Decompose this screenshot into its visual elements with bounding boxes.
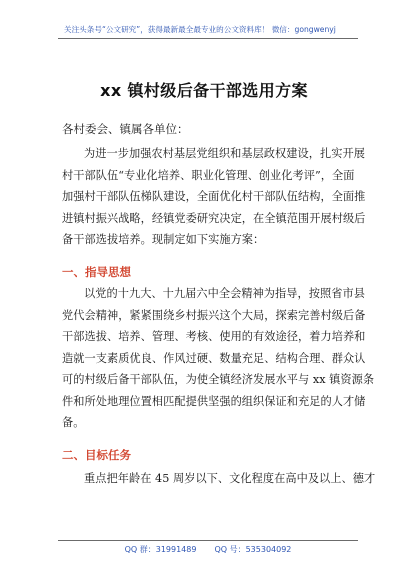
guiding-ideology-paragraph — [62, 283, 375, 434]
footer-qq-group: QQ 群：31991489 — [124, 545, 197, 554]
paragraph-line: 进镇村振兴战略，经镇党委研究决定，在全镇范围开展村级后 — [62, 211, 366, 225]
footer-contact — [58, 545, 358, 555]
paragraph-line: 为进一步加强农村基层党组织和基层政权建设，扎实开展 — [84, 147, 365, 160]
section-heading-guiding-ideology: 一、指导思想 — [62, 265, 131, 279]
paragraph-line: 备。 — [62, 416, 85, 429]
salutation: 各村委会、镇属各单位： — [62, 122, 189, 136]
paragraph-line: 干部选拔、培养、管理、考核、使用的有效途径，着力培养和 — [62, 330, 366, 343]
paragraph-line: 件和所处地理位置相匹配提供坚强的组织保证和充足的人才储 — [62, 394, 366, 408]
paragraph-line: 村干部队伍“专业化培养、职业化管理、创业化考评”，全面 — [62, 168, 355, 182]
paragraph-line: 重点把年龄在 45 周岁以下、文化程度在高中及以上、德才 — [84, 472, 376, 485]
intro-paragraph — [62, 143, 366, 251]
section-heading-goals-tasks: 二、目标任务 — [62, 448, 131, 462]
paragraph-line: 党代会精神，紧紧围绕乡村振兴这个大局，探索完善村级后备 — [62, 308, 366, 322]
paragraph-line: 可的村级后备干部队伍，为使全镇经济发展水平与 xx 镇资源条 — [62, 373, 375, 386]
paragraph-line: 造就一支素质优良、作风过硬、数量充足、结构合理、群众认 — [62, 351, 366, 365]
paragraph-line: 以党的十九大、十九届六中全会精神为指导，按照省市县 — [84, 287, 365, 300]
paragraph-line: 加强村干部队伍梯队建设，全面优化村干部队伍结构，全面推 — [62, 190, 366, 203]
header-promo-text: 关注头条号“公文研究”，获得最新最全最专业的公文资料库！ 微信：gongwenyj — [64, 25, 336, 34]
page-header — [58, 22, 358, 39]
document-title: xx 镇村级后备干部选用方案 — [100, 81, 308, 100]
footer-qq-number: QQ 号：535304092 — [214, 545, 292, 554]
page-footer — [58, 540, 358, 561]
goals-tasks-paragraph — [62, 468, 376, 490]
paragraph-line: 备干部选拔培养。现制定如下实施方案： — [62, 233, 265, 246]
